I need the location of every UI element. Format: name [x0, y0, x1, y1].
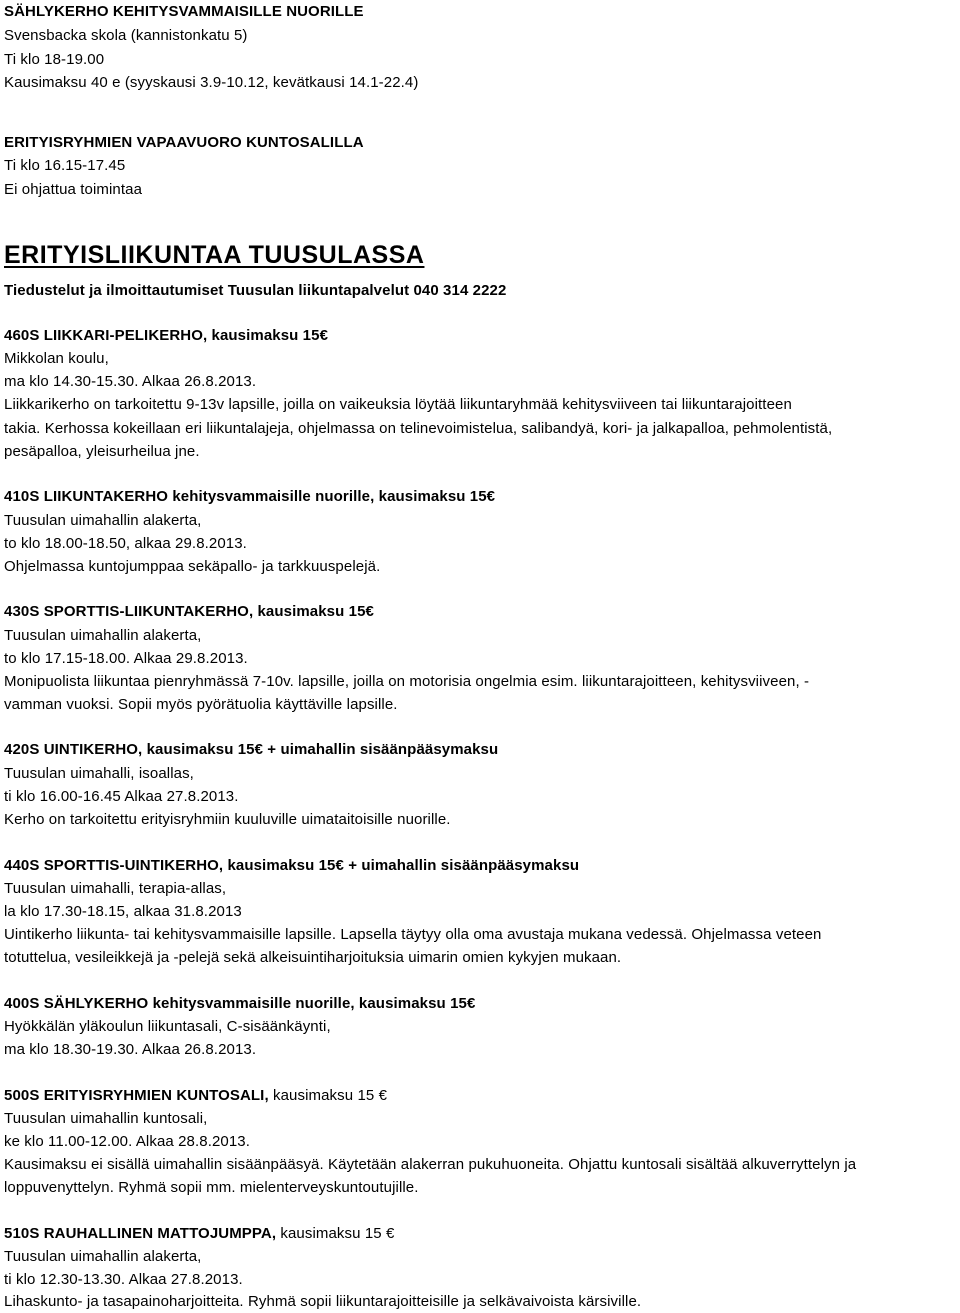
course-title: 440S SPORTTIS-UINTIKERHO, kausimaksu 15€ + uimahallin sisäänpääsymaksu — [4, 857, 580, 874]
course-description: Lihaskunto- ja tasapainoharjoitteita. Ryhmä sopii liikuntarajoitteisille ja selkävaivoista kärsiville. — [4, 1293, 642, 1310]
course-title: 410S LIIKUNTAKERHO kehitysvammaisille nuorille, kausimaksu 15€ — [4, 488, 496, 505]
course-title-fee: kausimaksu 15 € — [276, 1225, 395, 1242]
course-description: Kerho on tarkoitettu erityisryhmiin kuuluville uimataitoisille nuorille. — [4, 811, 451, 828]
course-title-bold: 510S RAUHALLINEN MATTOJUMPPA, — [4, 1225, 277, 1242]
course-place: Tuusulan uimahallin alakerta, — [4, 627, 202, 644]
course-description: Ohjelmassa kuntojumppaa sekäpallo- ja tarkkuuspelejä. — [4, 558, 381, 575]
course-time: la klo 17.30-18.15, alkaa 31.8.2013 — [4, 903, 242, 920]
course-title — [4, 1084, 387, 1107]
course-place: Mikkolan koulu, — [4, 350, 109, 367]
vapaavuoro-note: Ei ohjattua toimintaa — [4, 181, 143, 198]
course-time: ti klo 16.00-16.45 Alkaa 27.8.2013. — [4, 788, 239, 805]
course-description: Kausimaksu ei sisällä uimahallin sisäänpääsyä. Käytetään alakerran pukuhuoneita. Ohjattu kuntosali sisältää alkuverryttelyn ja — [4, 1156, 857, 1173]
course-place: Tuusulan uimahalli, terapia-allas, — [4, 880, 227, 897]
course-title: 460S LIIKKARI-PELIKERHO, kausimaksu 15€ — [4, 327, 329, 344]
course-title: 400S SÄHLYKERHO kehitysvammaisille nuorille, kausimaksu 15€ — [4, 995, 476, 1012]
course-time: ke klo 11.00-12.00. Alkaa 28.8.2013. — [4, 1133, 251, 1150]
course-title: 420S UINTIKERHO, kausimaksu 15€ + uimahallin sisäänpääsymaksu — [4, 741, 499, 758]
course-description: Monipuolista liikuntaa pienryhmässä 7-10v. lapsille, joilla on motorisia ongelmia esim. liikuntarajoitteen, kehitysviiveen, - — [4, 673, 810, 690]
course-title-fee: kausimaksu 15 € — [268, 1087, 388, 1104]
course-description: Liikkarikerho on tarkoitettu 9-13v lapsille, joilla on vaikeuksia löytää liikuntaryhmää kehitysviiveen tai liikuntarajoitteen — [4, 396, 792, 413]
vapaavuoro-title: ERITYISRYHMIEN VAPAAVUORO KUNTOSALILLA — [4, 134, 364, 151]
vapaavuoro-time: Ti klo 16.15-17.45 — [4, 157, 126, 174]
course-description: pesäpalloa, yleisurheilua jne. — [4, 443, 200, 460]
contact-info: Tiedustelut ja ilmoittautumiset Tuusulan liikuntapalvelut 040 314 2222 — [4, 282, 507, 299]
course-title: 430S SPORTTIS-LIIKUNTAKERHO, kausimaksu 15€ — [4, 603, 374, 620]
course-place: Hyökkälän yläkoulun liikuntasali, C-sisäänkäynti, — [4, 1018, 331, 1035]
sahly-time: Ti klo 18-19.00 — [4, 51, 105, 68]
sahly-place: Svensbacka skola (kannistonkatu 5) — [4, 27, 248, 44]
course-time: ma klo 14.30-15.30. Alkaa 26.8.2013. — [4, 373, 257, 390]
course-place: Tuusulan uimahallin kuntosali, — [4, 1110, 208, 1127]
course-description: loppuvenyttelyn. Ryhmä sopii mm. mielenterveyskuntoutujille. — [4, 1179, 419, 1196]
course-title-bold: 500S ERITYISRYHMIEN KUNTOSALI, — [4, 1087, 269, 1104]
course-description: takia. Kerhossa kokeillaan eri liikuntalajeja, ohjelmassa on telinevoimistelua, salibandyä, kori- ja jalkapalloa, pehmolentistä, — [4, 420, 833, 437]
page-title: ERITYISLIIKUNTAA TUUSULASSA — [4, 241, 425, 269]
course-time: to klo 17.15-18.00. Alkaa 29.8.2013. — [4, 650, 248, 667]
course-time: ma klo 18.30-19.30. Alkaa 26.8.2013. — [4, 1041, 257, 1058]
course-title — [4, 1222, 394, 1245]
course-description: Uintikerho liikunta- tai kehitysvammaisille lapsille. Lapsella täytyy olla oma avustaja mukana vedessä. Ohjelmassa veteen — [4, 926, 822, 943]
course-description: totuttelua, vesileikkejä ja -pelejä sekä alkeisuintiharjoituksia uimarin omien kykyjen mukaan. — [4, 949, 622, 966]
course-place: Tuusulan uimahallin alakerta, — [4, 1248, 202, 1265]
course-place: Tuusulan uimahallin alakerta, — [4, 512, 202, 529]
course-time: ti klo 12.30-13.30. Alkaa 27.8.2013. — [4, 1271, 243, 1288]
course-place: Tuusulan uimahalli, isoallas, — [4, 765, 194, 782]
sahly-fee: Kausimaksu 40 e (syyskausi 3.9-10.12, kevätkausi 14.1-22.4) — [4, 74, 419, 91]
course-description: vamman vuoksi. Sopii myös pyörätuolia käyttäville lapsille. — [4, 696, 398, 713]
sahly-title: SÄHLYKERHO KEHITYSVAMMAISILLE NUORILLE — [4, 3, 364, 20]
course-time: to klo 18.00-18.50, alkaa 29.8.2013. — [4, 535, 247, 552]
